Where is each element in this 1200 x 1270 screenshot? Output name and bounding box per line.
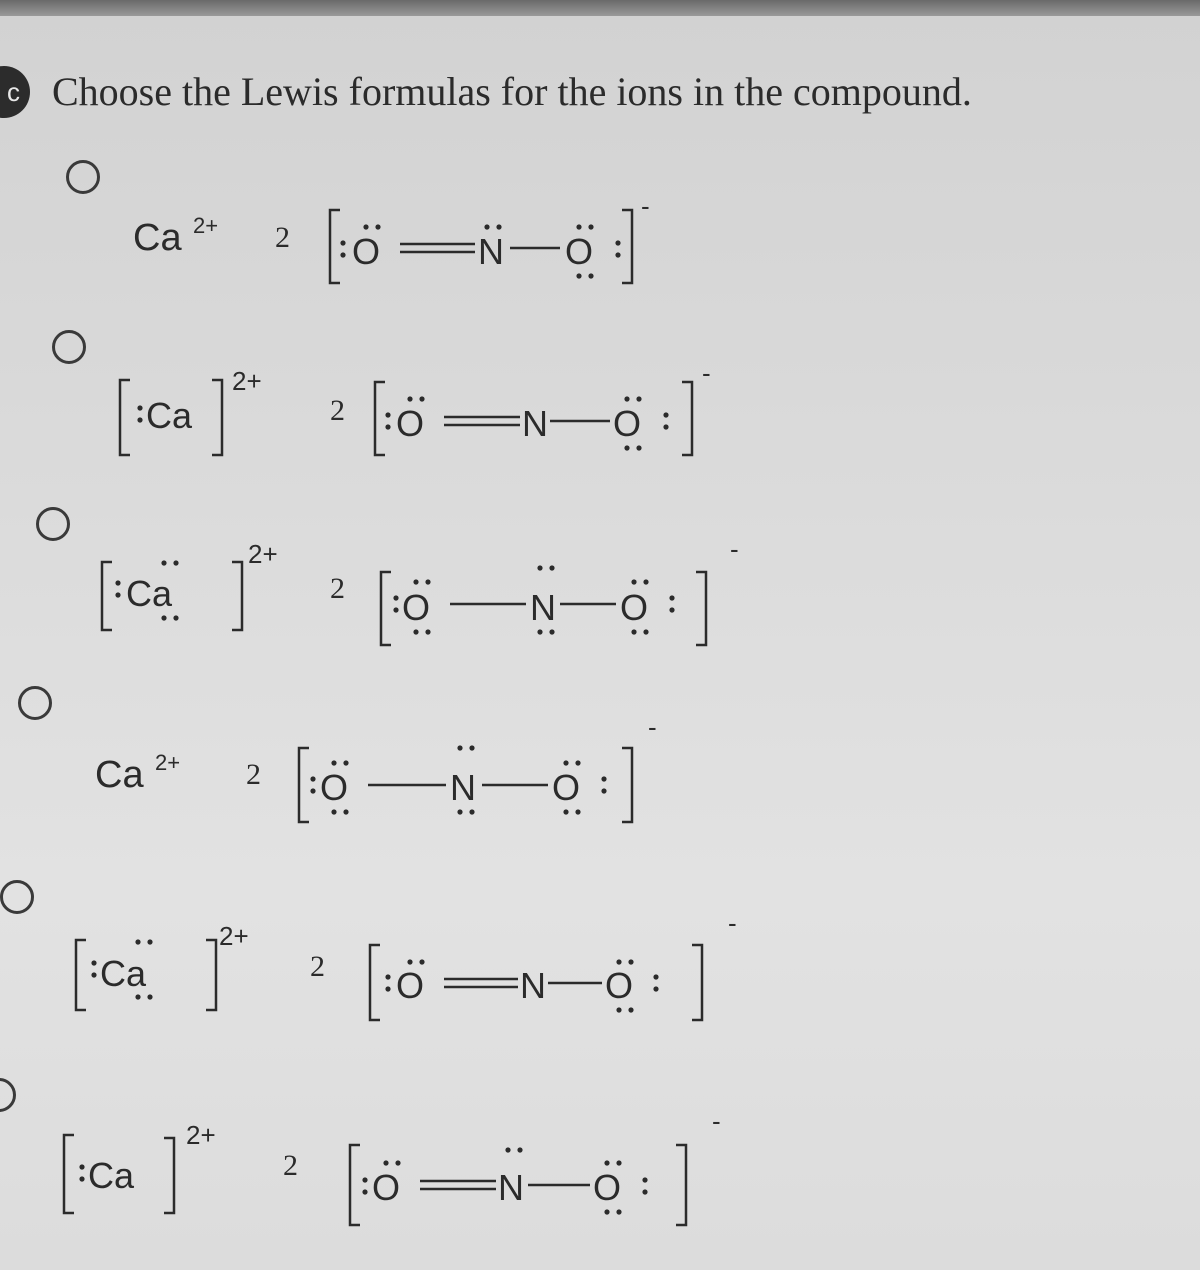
option-4-cation: Ca — [95, 754, 144, 796]
option-6-atom-1: O — [372, 1167, 401, 1208]
option-3-atom-2: N — [530, 587, 556, 628]
option-2-anion-charge: - — [702, 358, 711, 388]
option-1-anion-charge: - — [641, 191, 650, 221]
option-2-atom-1: O — [396, 403, 425, 444]
option-6-atom-3: O — [593, 1167, 622, 1208]
option-4-anion-charge: - — [648, 712, 657, 742]
question-text: Choose the Lewis formulas for the ions in the compound. — [52, 69, 972, 114]
option-5-coefficient: 2 — [310, 950, 325, 983]
option-1-cation-charge: 2+ — [193, 213, 219, 238]
option-3-cation-charge: 2+ — [248, 539, 278, 569]
option-5-anion-charge: - — [728, 908, 737, 938]
option-1-coefficient: 2 — [275, 221, 290, 254]
option-1-atom-1: O — [352, 231, 381, 272]
option-1-atom-3: O — [565, 231, 594, 272]
option-4-atom-2: N — [450, 767, 476, 808]
option-3-cation: Ca — [126, 573, 173, 614]
option-2-cation: Ca — [146, 395, 193, 436]
option-5-atom-3: O — [605, 965, 634, 1006]
option-2-atom-3: O — [613, 403, 642, 444]
option-2-cation-charge: 2+ — [232, 366, 262, 396]
option-6-atom-2: N — [498, 1167, 524, 1208]
option-3-atom-3: O — [620, 587, 649, 628]
question-number-badge: c — [0, 66, 30, 118]
option-3-coefficient: 2 — [330, 572, 345, 605]
option-5-cation-charge: 2+ — [219, 921, 249, 951]
option-1-cation: Ca — [133, 217, 182, 259]
option-5-cation: Ca — [100, 953, 147, 994]
option-1-atom-2: N — [478, 231, 504, 272]
option-3-atom-1: O — [402, 587, 431, 628]
option-4-atom-3: O — [552, 767, 581, 808]
option-6-cation: Ca — [88, 1155, 135, 1196]
option-2-coefficient: 2 — [330, 394, 345, 427]
option-5-atom-2: N — [520, 965, 546, 1006]
option-4-cation-charge: 2+ — [155, 750, 181, 775]
option-6-cation-charge: 2+ — [186, 1120, 216, 1150]
option-4-atom-1: O — [320, 767, 349, 808]
option-4-coefficient: 2 — [246, 758, 261, 791]
option-6-coefficient: 2 — [283, 1149, 298, 1182]
option-6-anion-charge: - — [712, 1106, 721, 1136]
option-5-atom-1: O — [396, 965, 425, 1006]
option-2-atom-2: N — [522, 403, 548, 444]
option-3-anion-charge: - — [730, 534, 739, 564]
